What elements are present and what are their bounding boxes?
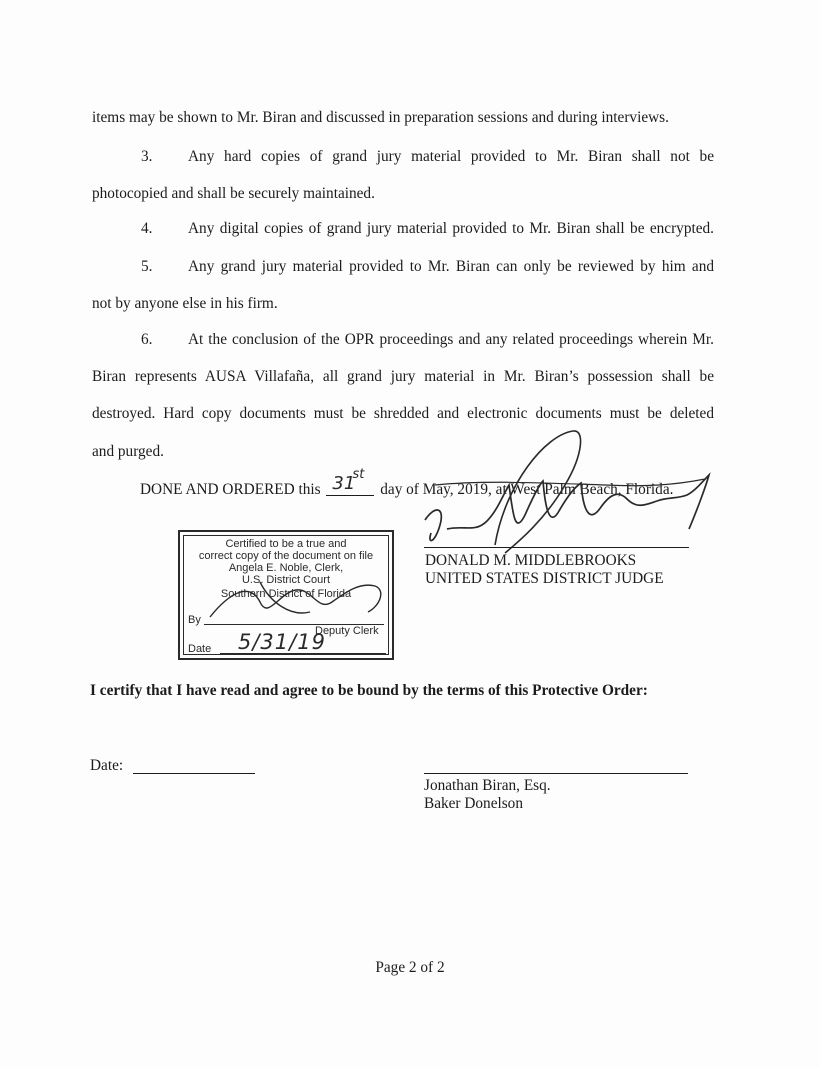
deputy-signature-icon <box>200 572 400 627</box>
day-suffix-handwritten: st <box>352 467 365 482</box>
judge-signature-line <box>424 547 689 548</box>
stamp-by-label: By <box>188 614 201 626</box>
item-3-text-line-2: photocopied and shall be securely maintained. <box>92 185 375 202</box>
certification-date-label: Date: <box>90 757 124 774</box>
done-and-ordered-suffix: day of May, 2019, at West Palm Beach, Florida. <box>380 481 674 498</box>
item-6-text-line-1: At the conclusion of the OPR proceedings and any related proceedings wherein Mr. <box>188 331 714 348</box>
item-6-number: 6. <box>141 331 153 348</box>
judge-title: UNITED STATES DISTRICT JUDGE <box>425 570 664 587</box>
item-6-text-line-3: destroyed. Hard copy documents must be shredded and electronic documents must be deleted <box>92 405 714 422</box>
item-6-text-line-4: and purged. <box>92 443 164 460</box>
item-4-number: 4. <box>141 220 153 237</box>
stamp-line-4: U.S. District Court <box>241 574 330 586</box>
stamp-line-3: Angela E. Noble, Clerk, <box>228 562 344 574</box>
stamp-deputy-clerk-label: Deputy Clerk <box>315 625 379 637</box>
signer-firm: Baker Donelson <box>424 795 523 812</box>
body-line-1: items may be shown to Mr. Biran and discussed in preparation sessions and during interviews. <box>92 109 669 126</box>
stamp-line-1: Certified to be a true and <box>225 538 347 550</box>
stamp-date-label: Date <box>188 643 212 655</box>
item-5-text-line-2: not by anyone else in his firm. <box>92 295 278 312</box>
done-and-ordered-prefix: DONE AND ORDERED this <box>140 481 321 498</box>
item-5-number: 5. <box>141 258 153 275</box>
signer-name: Jonathan Biran, Esq. <box>424 777 551 794</box>
item-6-text-line-2: Biran represents AUSA Villafaña, all grand jury material in Mr. Biran’s possession shall be <box>92 368 714 385</box>
day-handwritten: 31 <box>332 473 356 494</box>
item-3-number: 3. <box>141 148 153 165</box>
stamp-line-2: correct copy of the document on file <box>198 550 374 562</box>
item-4-text-line-1: Any digital copies of grand jury material provided to Mr. Biran shall be encrypted. <box>188 220 714 237</box>
judge-name: DONALD M. MIDDLEBROOKS <box>425 552 637 569</box>
item-5-text-line-1: Any grand jury material provided to Mr. Biran can only be reviewed by him and <box>188 258 714 275</box>
item-3-text-line-1: Any hard copies of grand jury material provided to Mr. Biran shall not be <box>188 148 714 165</box>
day-blank <box>326 467 374 496</box>
certification-statement: I certify that I have read and agree to be bound by the terms of this Protective Order: <box>90 682 648 699</box>
stamp-date-handwritten: 5/31/19 <box>238 630 326 654</box>
stamp-line-5: Southern District of Florida <box>220 588 352 600</box>
page-number: Page 2 of 2 <box>375 959 445 976</box>
signer-signature-line <box>424 773 688 774</box>
clerk-certification-stamp <box>178 530 394 660</box>
certification-date-blank <box>133 773 255 774</box>
